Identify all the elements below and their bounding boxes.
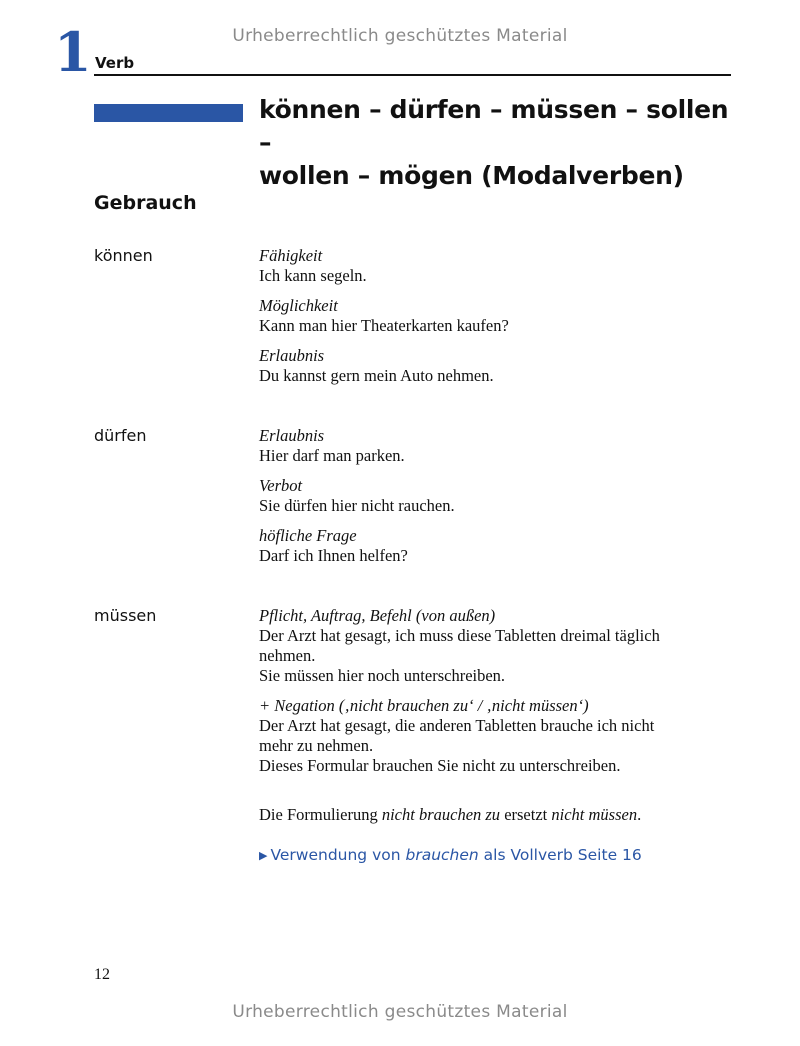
example-sentence: Du kannst gern mein Auto nehmen. [259,366,494,385]
note-text: . [637,805,642,824]
example-sentence: mehr zu nehmen. [259,736,374,755]
title-line-1: können – dürfen – müssen – sollen – [259,95,729,157]
section-heading: Gebrauch [94,192,197,214]
xref-text: Verwendung von [270,846,406,864]
usage-item [259,606,739,686]
usage-category: + Negation (‚nicht brauchen zu‘ / ‚nicht müssen‘) [259,696,589,715]
verb-section-muessen [259,606,739,786]
page-number: 12 [94,966,110,983]
usage-category: Verbot [259,476,303,495]
verb-section-duerfen [259,426,739,576]
usage-item [259,296,739,336]
example-sentence: Der Arzt hat gesagt, ich muss diese Tabletten dreimal täglich [259,626,660,645]
title-line-2: wollen – mögen (Modalverben) [259,161,684,190]
page-title [259,93,739,192]
usage-category: Möglichkeit [259,296,338,315]
watermark-bottom: Urheberrechtlich geschütztes Material [232,1002,568,1022]
example-sentence: Dieses Formular brauchen Sie nicht zu unterschreiben. [259,756,621,775]
usage-item [259,426,739,466]
usage-item [259,346,739,386]
example-sentence: Der Arzt hat gesagt, die anderen Tabletten brauche ich nicht [259,716,655,735]
example-sentence: Hier darf man parken. [259,446,405,465]
usage-item [259,476,739,516]
xref-emphasis: brauchen [405,846,479,864]
xref-text: als Vollverb Seite 16 [478,846,642,864]
header-rule [94,74,731,76]
usage-category: höfliche Frage [259,526,357,545]
note-emphasis: nicht brauchen zu [381,805,501,824]
verb-label-muessen: müssen [94,606,157,625]
example-sentence: Sie müssen hier noch unterschreiben. [259,666,506,685]
title-accent-bar [94,104,243,122]
note-text: ersetzt [500,805,552,824]
usage-category: Erlaubnis [259,426,325,445]
watermark-top: Urheberrechtlich geschütztes Material [232,26,568,46]
usage-note [259,805,641,825]
verb-section-koennen [259,246,739,396]
usage-category: Pflicht, Auftrag, Befehl (von außen) [259,606,496,625]
usage-item [259,526,739,566]
example-sentence: Ich kann segeln. [259,266,367,285]
usage-item [259,246,739,286]
note-text: Die Formulierung [259,805,382,824]
verb-label-duerfen: dürfen [94,426,147,445]
example-sentence: Darf ich Ihnen helfen? [259,546,408,565]
usage-item [259,696,739,776]
chapter-number: 1 [54,20,92,84]
usage-category: Fähigkeit [259,246,323,265]
example-sentence: Sie dürfen hier nicht rauchen. [259,496,455,515]
note-emphasis: nicht müssen [551,805,638,824]
arrow-right-icon: ▶ [259,849,268,862]
verb-label-koennen: können [94,246,153,265]
cross-reference-link[interactable] [259,845,642,867]
example-sentence: Kann man hier Theaterkarten kaufen? [259,316,509,335]
example-sentence: nehmen. [259,646,316,665]
usage-category: Erlaubnis [259,346,325,365]
chapter-label: Verb [95,54,135,72]
